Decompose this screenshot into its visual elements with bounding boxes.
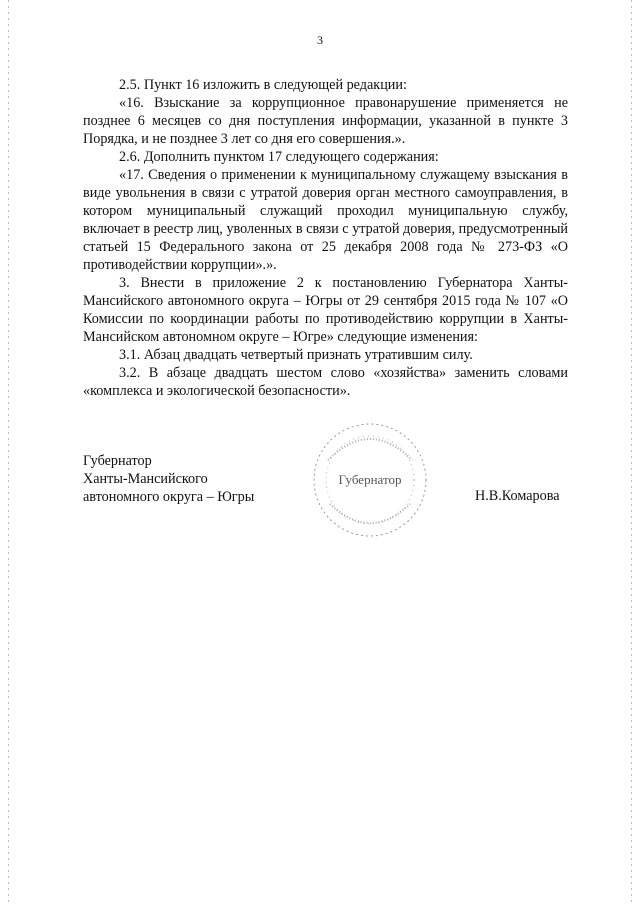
paragraph-3-1: 3.1. Абзац двадцать четвертый признать утратившим силу. <box>119 347 473 363</box>
paragraph-3: 3. Внести в приложение 2 к постановлению Губернатора Ханты-Мансийского автономного округа – Югры от 29 сентября 2015 года № 107 «О Комиссии по координации работы по противодействию коррупции в Ханты-Мансийском автономном округе – Югре» следующие изменения: <box>83 275 568 345</box>
paragraph-3-2: 3.2. В абзаце двадцать шестом слово «хозяйства» заменить словами «комплекса и экологической безопасности». <box>83 365 568 399</box>
signature-position-line: Ханты-Мансийского <box>83 471 208 487</box>
signature-position-line: Губернатор <box>83 453 152 469</box>
signature-position-line: автономного округа – Югры <box>83 489 255 505</box>
paragraph-2-6: 2.6. Дополнить пунктом 17 следующего содержания: <box>119 149 439 165</box>
signatory-name: Н.В.Комарова <box>475 488 560 504</box>
stamp-label: Губернатор <box>338 472 402 487</box>
official-stamp <box>310 420 430 540</box>
scan-edge-right <box>631 0 632 905</box>
scan-edge-left <box>8 0 9 905</box>
document-body <box>83 76 568 400</box>
signature-position <box>83 452 254 506</box>
page-number: 3 <box>317 33 323 47</box>
paragraph-2-5: 2.5. Пункт 16 изложить в следующей редакции: <box>119 77 407 93</box>
paragraph-quote-16: «16. Взыскание за коррупционное правонарушение применяется не позднее 6 месяцев со дня поступления информации, указанной в пункте 3 Порядка, и не позднее 3 лет со дня его совершения.». <box>83 95 568 147</box>
paragraph-quote-17: «17. Сведения о применении к муниципальному служащему взыскания в виде увольнения в связи с утратой доверия орган местного самоуправления, в котором муниципальный служащий проходил муниципальную службу, включает в реестр лиц, уволенных в связи с утратой доверия, предусмотренный статьей 15 Федерального закона от 25 декабря 2008 года № 273-ФЗ «О противодействии коррупции».». <box>83 167 568 273</box>
